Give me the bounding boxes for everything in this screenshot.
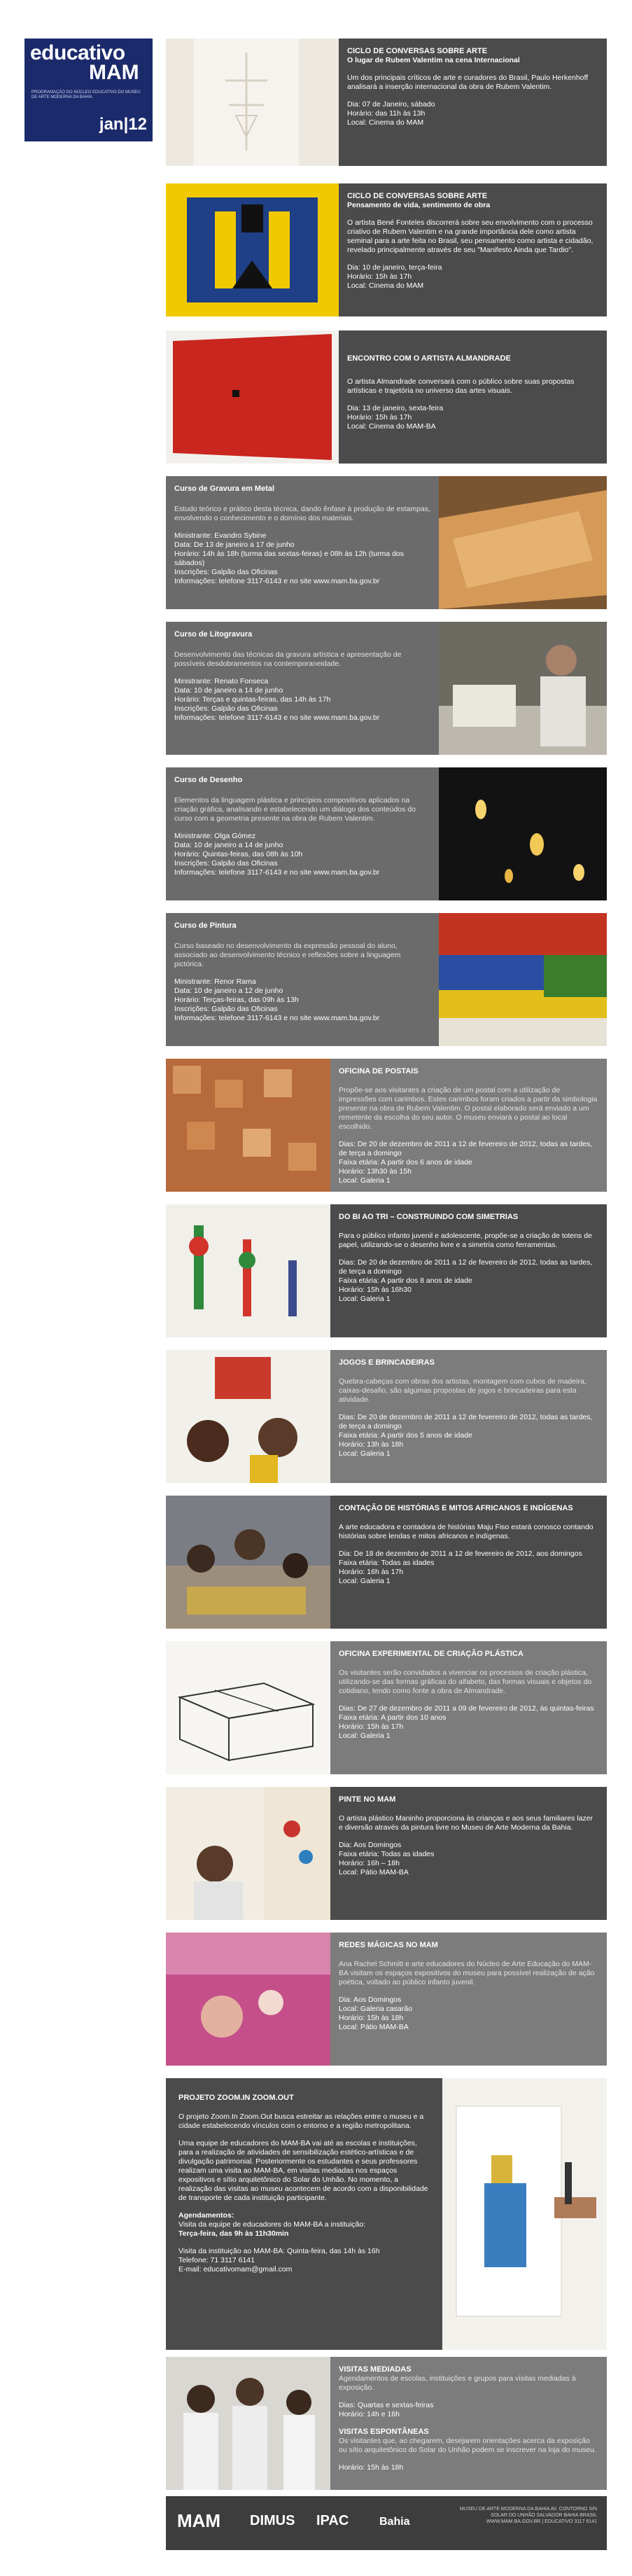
- course-title: Curso de Pintura: [174, 921, 237, 930]
- workshop-time: Horário: 13h às 18h: [339, 1440, 404, 1449]
- event-subtitle: Pensamento de vida, sentimento de obra: [347, 201, 491, 209]
- wooden-blocks-photo: [166, 1059, 330, 1192]
- event-block-almandrade-meeting: [166, 330, 607, 464]
- course-instructor: Ministrante: Evandro Sybine: [174, 531, 267, 540]
- event-block-redes-magicas: [166, 1933, 607, 2066]
- spontaneous-visits-title: VISITAS ESPONTÂNEAS: [339, 2428, 429, 2436]
- event-image-white-relief: [166, 39, 339, 166]
- scheduling-team-visit-time: Terça-feira, das 9h às 11h30min: [178, 2229, 289, 2238]
- project-intro: O projeto Zoom.In Zoom.Out busca estreitar as relações entre o museu e a cidade estabelecendo vínculos com o entorno e a região metropolitana.: [178, 2112, 424, 2130]
- event-text: [339, 39, 607, 166]
- workshop-dates: Dias: De 20 de dezembro de 2011 a 12 de fevereiro de 2012, todas as tardes, de terça a domingo: [339, 1413, 593, 1430]
- visits-text: [330, 2357, 607, 2490]
- workshop-age: Faixa etária: A partir dos 5 anos de idade: [339, 1431, 472, 1440]
- workshop-dates: Dias: De 27 de dezembro de 2011 a 09 de fevereiro de 2012, às quintas-feiras: [339, 1704, 594, 1713]
- event-text: [339, 183, 607, 316]
- event-time: Horário: 15h às 18h: [339, 2014, 404, 2022]
- spontaneous-visits-description: Os visitantes que, ao chegarem, desejarem orientações acerca da exposição ou sítio arquitetônico do Solar do Unhão podem se inscrever na loja do museu.: [339, 2437, 596, 2454]
- workshop-title: OFICINA EXPERIMENTAL DE CRIAÇÃO PLÁSTICA: [339, 1650, 524, 1658]
- course-dates: Data: 10 de janeiro a 12 de junho: [174, 987, 283, 995]
- workshop-image-children-play: [166, 1350, 330, 1483]
- event-time: Horário: das 11h às 13h: [347, 109, 426, 118]
- event-image-painting-kids: [166, 1787, 330, 1920]
- course-title: Curso de Desenho: [174, 776, 243, 784]
- event-day: Dia: Aos Domingos: [339, 1841, 402, 1849]
- mam-logo: MAM: [177, 2510, 221, 2531]
- workshop-age: Faixa etária: A partir dos 6 anos de idade: [339, 1158, 472, 1167]
- logo-date: jan|12: [99, 115, 147, 134]
- event-description: Ana Rachel Schmitt e arte educadores do Núcleo de Arte Educação do MAM-BA visitam os espaços expositivos do museu para possível realização de ação poética, voltado ao público infanto juvenil.: [339, 1960, 595, 1986]
- mediated-visits-time: Horário: 14h e 16h: [339, 2410, 400, 2418]
- dimus-logo: DIMUS: [250, 2513, 295, 2528]
- course-text: [166, 767, 439, 900]
- contact-email: E-mail: educativomam@gmail.com: [178, 2265, 293, 2274]
- workshop-title: CONTAÇÃO DE HISTÓRIAS E MITOS AFRICANOS E INDÍGENAS: [339, 1504, 573, 1512]
- workshop-title: DO BI AO TRI – CONSTRUINDO COM SIMETRIAS: [339, 1213, 519, 1221]
- red-canvas-art: [166, 330, 339, 464]
- workshop-text: [330, 1204, 607, 1337]
- workshop-text: [330, 1350, 607, 1483]
- painting-hand-photo: [442, 2078, 607, 2350]
- workshop-block-experimental: [166, 1641, 607, 1774]
- project-image-painting: [442, 2078, 607, 2350]
- course-info: Informações: telefone 3117-6143 e no site www.mam.ba.gov.br: [174, 1014, 380, 1022]
- event-age: Faixa etária: Todas as idades: [339, 1850, 435, 1858]
- course-description: Curso baseado no desenvolvimento da expressão pessoal do aluno, associado ao desenvolvimento técnico e reflexões sobre a linguagem pictórica.: [174, 942, 401, 968]
- course-text: [166, 476, 439, 609]
- course-registration: Inscrições: Galpão das Oficinas: [174, 1005, 278, 1013]
- course-schedule: Horário: Terças-feiras, das 09h às 13h: [174, 996, 299, 1004]
- course-block-lithography: [166, 622, 607, 755]
- schoolchildren-photo: [166, 2357, 330, 2490]
- workshop-location: Local: Galeria 1: [339, 1449, 391, 1458]
- workshop-image-paper-totems: [166, 1204, 330, 1337]
- workshop-description: Os visitantes serão convidados a vivenciar os processos de criação plástica, utilizando-se das formas gráficas do alfabeto, das formas visuais e objetos do cotidiano, tendo como fonte a obra de Almandrade.: [339, 1669, 592, 1695]
- painting-kids-photo: [166, 1787, 330, 1920]
- logo-word-mam: MAM: [89, 61, 139, 84]
- course-instructor: Ministrante: Olga Gómez: [174, 832, 256, 840]
- course-schedule: Horário: Terças e quintas-feiras, das 14h às 17h: [174, 695, 331, 704]
- event-block-rubem-valentim-talk: [166, 39, 607, 166]
- event-location: Local: Cinema do MAM-BA: [347, 422, 436, 431]
- children-play-photo: [166, 1350, 330, 1483]
- scheduling-heading: Agendamentos:: [178, 2211, 234, 2220]
- event-block-pinte-no-mam: [166, 1787, 607, 1920]
- workshop-description: A arte educadora e contadora de histórias Maju Fiso estará conosco contando histórias sobre lendas e mitos africanos e indígenas.: [339, 1523, 594, 1540]
- workshop-location: Local: Galeria 1: [339, 1577, 391, 1585]
- course-image-workshop: [439, 622, 607, 755]
- storytelling-photo: [166, 1496, 330, 1629]
- event-description: O artista plástico Maninho proporciona às crianças e aos seus familiares lazer e diversão através da pintura livre no Museu de Arte Moderna da Bahia.: [339, 1814, 594, 1832]
- event-title: CICLO DE CONVERSAS SOBRE ARTE: [347, 192, 488, 200]
- course-description: Estudo teórico e prático desta técnica, dando ênfase à produção de estampas, envolvendo o conhecimento e o domínio dos materiais.: [174, 505, 430, 522]
- workshop-text: [330, 1496, 607, 1629]
- logo-tagline: PROGRAMAÇÃO DO NÚCLEO EDUCATIVO DO MUSEU DE ARTE MODERNA DA BAHIA: [31, 90, 141, 99]
- event-place: Local: Galeria casarão: [339, 2005, 413, 2013]
- event-time: Horário: 15h às 17h: [347, 272, 412, 281]
- event-block-bene-fonteles-talk: [166, 183, 607, 316]
- scheduling-institution-visit: Visita da instituição ao MAM-BA: Quinta-feira, das 14h às 16h: [178, 2247, 380, 2255]
- event-location: Local: Pátio MAM-BA: [339, 2023, 409, 2031]
- course-instructor: Ministrante: Renor Rama: [174, 977, 256, 986]
- paper-totems-photo: [166, 1204, 330, 1337]
- course-text: [166, 913, 439, 1046]
- event-image-emblem: [166, 183, 339, 316]
- course-description: Desenvolvimento das técnicas da gravura artística e apresentação de possíveis desdobramentos na contemporaneidade.: [174, 650, 402, 668]
- mediated-visits-days: Dias: Quartas e sextas-feiras: [339, 2401, 434, 2409]
- visits-image-schoolchildren: [166, 2357, 330, 2490]
- workshop-title: OFICINA DE POSTAIS: [339, 1067, 419, 1075]
- course-block-metal-engraving: [166, 476, 607, 609]
- event-title: PINTE NO MAM: [339, 1795, 396, 1804]
- workshop-description: Propõe-se aos visitantes a criação de um postal com a utilização de impressões com carimbos. Estes carimbos foram criados a partir da simbologia presente na obra de Rubem Valentim. O postal elaborado será enviado a um remetente da escolha do seu autor. O museu enviará o postal ao local escolhido.: [339, 1086, 598, 1131]
- course-image-paint: [439, 913, 607, 1046]
- course-info: Informações: telefone 3117-6143 e no site www.mam.ba.gov.br: [174, 577, 380, 585]
- event-day: Dia: Aos Domingos: [339, 1996, 402, 2004]
- workshop-text: [330, 1059, 607, 1192]
- visits-block: [166, 2357, 607, 2490]
- candles-photo: [439, 767, 607, 900]
- workshop-age: Faixa etária: A partir dos 8 anos de idade: [339, 1276, 472, 1285]
- mediated-visits-description: Agendamentos de escolas, instituições e grupos para visitas mediadas à exposição.: [339, 2374, 576, 2392]
- course-dates: Data: De 13 de janeiro a 17 de junho: [174, 541, 295, 549]
- contact-phone: Telefone: 71 3117 6141: [178, 2256, 255, 2264]
- event-title: ENCONTRO COM O ARTISTA ALMANDRADE: [347, 354, 511, 363]
- project-title: PROJETO ZOOM.IN ZOOM.OUT: [178, 2094, 294, 2102]
- event-description: O artista Bené Fonteles discorrerá sobre seu envolvimento com o processo criativo de Rubem Valentim e na grande importância dele como artista seminal para a arte feita no Brasil, seu pensamento como artista e cidadão, revelado principalmente através de seu "Manifesto Ainda que Tardio".: [347, 218, 594, 254]
- workshop-location: Local: Galeria 1: [339, 1295, 391, 1303]
- bahia-government-logo: Bahia: [379, 2516, 410, 2528]
- workshop-title: JOGOS E BRINCADEIRAS: [339, 1358, 435, 1367]
- course-block-painting: [166, 913, 607, 1046]
- metal-plate-photo: [439, 476, 607, 609]
- workshop-image-line-drawing: [166, 1641, 330, 1774]
- workshop-block-symmetry: [166, 1204, 607, 1337]
- project-block-zoom-in-zoom-out: [166, 2078, 607, 2350]
- event-location: Local: Pátio MAM-BA: [339, 1868, 409, 1877]
- course-registration: Inscrições: Galpão das Oficinas: [174, 704, 278, 713]
- workshop-dates: Dias: De 20 de dezembro de 2011 a 12 de fevereiro de 2012, todas as tardes, de terça a domingo: [339, 1258, 593, 1276]
- workshop-time: Horário: 15h às 16h30: [339, 1286, 412, 1294]
- event-description: Um dos principais críticos de arte e curadores do Brasil, Paulo Herkenhoff analisará a inserção internacional da obra de Rubem Valentim.: [347, 74, 589, 91]
- workshop-description: Quebra-cabeças com obras dos artistas, montagem com cubos de madeira, caixas-desafio, são algumas propostas de jogos e brincadeiras para esta atividade.: [339, 1377, 587, 1404]
- workshop-block-games: [166, 1350, 607, 1483]
- event-text: [330, 1787, 607, 1920]
- workshop-location: Local: Galeria 1: [339, 1732, 391, 1740]
- course-instructor: Ministrante: Renato Fonseca: [174, 677, 269, 685]
- project-text: [166, 2078, 442, 2350]
- scheduling-team-visit: Visita da equipe de educadores do MAM-BA a instituição:: [178, 2220, 366, 2229]
- event-date: Dia: 13 de janeiro, sexta-feira: [347, 404, 444, 412]
- educativo-mam-logo: [24, 39, 153, 141]
- event-date: Dia: 10 de janeiro, terça-feira: [347, 263, 442, 272]
- course-block-drawing: [166, 767, 607, 900]
- footer-address: MUSEU DE ARTE MODERNA DA BAHIA AV. CONTORNO S/N SOLAR DO UNHÃO SALVADOR BAHIA BRASIL WWW.MAM.BA.GOV.BR | EDUCATIVO 3117 6141: [459, 2507, 597, 2524]
- workshop-photo: [439, 622, 607, 755]
- spontaneous-visits-time: Horário: 15h às 18h: [339, 2463, 404, 2472]
- event-time: Horário: 15h às 17h: [347, 413, 412, 422]
- event-image-red-canvas: [166, 330, 339, 464]
- course-schedule: Horário: 14h às 18h (turma das sextas-feiras) e 08h às 12h (turma dos sábados): [174, 550, 404, 567]
- course-image-metal-plate: [439, 476, 607, 609]
- event-location: Local: Cinema do MAM: [347, 118, 424, 127]
- event-title: CICLO DE CONVERSAS SOBRE ARTE: [347, 47, 488, 55]
- paint-photo: [439, 913, 607, 1046]
- event-subtitle: O lugar de Rubem Valentim na cena Internacional: [347, 56, 520, 64]
- course-schedule: Horário: Quintas-feiras, das 08h às 10h: [174, 850, 303, 858]
- event-time: Horário: 16h – 18h: [339, 1859, 400, 1867]
- course-dates: Data: 10 de janeiro a 14 de junho: [174, 841, 283, 849]
- event-location: Local: Cinema do MAM: [347, 281, 424, 290]
- white-relief-art: [166, 39, 339, 166]
- workshop-image-storytelling: [166, 1496, 330, 1629]
- workshop-location: Local: Galeria 1: [339, 1176, 391, 1185]
- hammock-photo: [166, 1933, 330, 2066]
- workshop-dates: Dias: De 20 de dezembro de 2011 a 12 de fevereiro de 2012, todas as tardes, de terça a domingo: [339, 1140, 593, 1157]
- workshop-time: Horário: 16h às 17h: [339, 1568, 404, 1576]
- course-image-candles: [439, 767, 607, 900]
- logo-word-educativo: educativo: [30, 41, 125, 64]
- course-info: Informações: telefone 3117-6143 e no site www.mam.ba.gov.br: [174, 868, 380, 877]
- footer-sponsor-bar: [166, 2496, 607, 2550]
- mediated-visits-title: VISITAS MEDIADAS: [339, 2365, 412, 2374]
- course-title: Curso de Litogravura: [174, 630, 253, 639]
- workshop-age: Faixa etária: A partir dos 10 anos: [339, 1713, 447, 1722]
- line-drawing-art: [166, 1641, 330, 1774]
- course-text: [166, 622, 439, 755]
- blue-yellow-emblem-art: [166, 183, 339, 316]
- course-dates: Data: 10 de janeiro a 14 de junho: [174, 686, 283, 695]
- course-registration: Inscrições: Galpão das Oficinas: [174, 859, 278, 868]
- workshop-text: [330, 1641, 607, 1774]
- project-description: Uma equipe de educadores do MAM-BA vai até as escolas e instituições, para a realização de atividades de sensibilização estético-artísticas e de divulgação patrimonial. Posteriormente os estudantes e seus professores realizam uma visita ao MAM-BA, em visitas mediadas nos espaços expositivos e sítio arquitetônico do Solar do Unhão. No momento, a realização das visitas ao museu acontecem de acordo com a disponibilidade de transporte de cada instituição participante.: [178, 2139, 428, 2202]
- workshop-time: Horário: 13h30 às 15h: [339, 1167, 412, 1176]
- event-text: [339, 330, 607, 464]
- workshop-block-storytelling: [166, 1496, 607, 1629]
- course-info: Informações: telefone 3117-6143 e no site www.mam.ba.gov.br: [174, 713, 380, 722]
- workshop-age: Faixa etária: Todas as idades: [339, 1559, 435, 1567]
- ipac-logo: IPAC: [316, 2513, 349, 2528]
- workshop-dates: Dia: De 18 de dezembro de 2011 a 12 de fevereiro de 2012, aos domingos: [339, 1550, 582, 1558]
- event-image-hammock: [166, 1933, 330, 2066]
- event-title: REDES MÁGICAS NO MAM: [339, 1941, 438, 1949]
- course-registration: Inscrições: Galpão das Oficinas: [174, 568, 278, 576]
- workshop-block-postcards: [166, 1059, 607, 1192]
- workshop-time: Horário: 15h às 17h: [339, 1722, 404, 1731]
- event-date: Dia: 07 de Janeiro, sábado: [347, 100, 435, 109]
- event-description: O artista Almandrade conversará com o público sobre suas propostas artísticas e trajetória no universo das artes visuais.: [347, 377, 575, 395]
- course-description: Elementos da linguagem plástica e princípios compositivos aplicados na criação gráfica, analisando e estabelecendo um diálogo dos conteúdos do curso com a geometria presente na obra de Rubem Valentim.: [174, 796, 416, 823]
- workshop-image-wooden-blocks: [166, 1059, 330, 1192]
- event-text: [330, 1933, 607, 2066]
- workshop-description: Para o público infanto juvenil e adolescente, propõe-se a criação de totens de papel, utilizando-se o desenho livre e a simetria como ferramentas.: [339, 1232, 592, 1249]
- course-title: Curso de Gravura em Metal: [174, 485, 275, 493]
